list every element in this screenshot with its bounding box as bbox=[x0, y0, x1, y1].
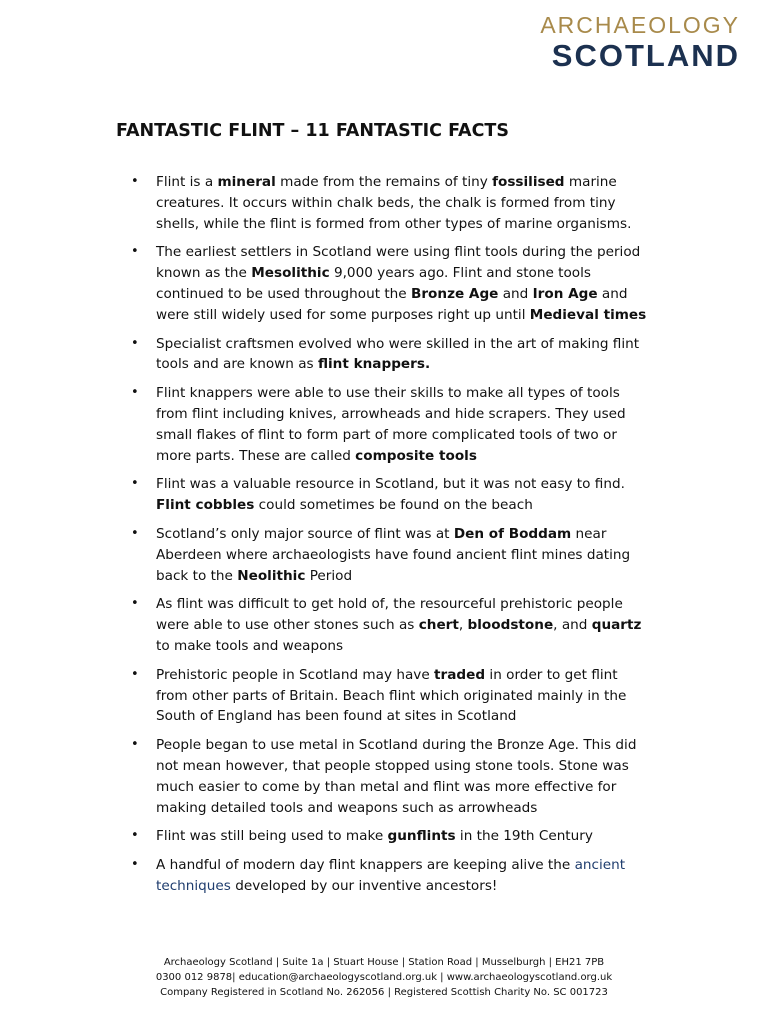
footer-registration: Company Registered in Scotland No. 262056 | Registered Scottish Charity No. SC 001723 bbox=[160, 987, 608, 998]
fact-item bbox=[131, 242, 651, 325]
fact-text: in the 19th Century bbox=[455, 828, 593, 845]
fact-text: Period bbox=[305, 567, 353, 584]
fact-text: Flint was a valuable resource in Scotland, but it was not easy to find. bbox=[156, 476, 625, 493]
fact-text: to make tools and weapons bbox=[156, 637, 344, 654]
fact-link[interactable]: ancient techniques bbox=[156, 857, 626, 894]
fact-text: and were still widely used for some purposes right up until bbox=[156, 285, 628, 323]
fact-text: Specialist craftsmen evolved who were skilled in the art of making flint tools and are known as bbox=[156, 335, 640, 373]
fact-item bbox=[131, 172, 651, 234]
bullet-icon: • bbox=[131, 596, 139, 612]
fact-item bbox=[131, 594, 651, 656]
bullet-icon: • bbox=[131, 525, 139, 541]
fact-item bbox=[131, 474, 651, 516]
fact-emphasis: fossilised bbox=[492, 174, 565, 190]
fact-emphasis: Bronze Age bbox=[410, 285, 499, 302]
fact-item bbox=[131, 524, 651, 586]
page-title: FANTASTIC FLINT – 11 FANTASTIC FACTS bbox=[116, 121, 509, 141]
fact-text: Flint is a bbox=[156, 174, 218, 190]
fact-item bbox=[131, 735, 651, 818]
fact-text: Scotland’s only major source of flint was at bbox=[156, 525, 454, 542]
footer-contact: 0300 012 9878| education@archaeologyscotland.org.uk | www.archaeologyscotland.org.uk bbox=[155, 972, 613, 983]
fact-emphasis: quartz bbox=[591, 617, 642, 634]
fact-emphasis: bloodstone bbox=[467, 617, 554, 634]
fact-text: made from the remains of tiny bbox=[275, 174, 493, 190]
fact-text: , bbox=[458, 617, 468, 634]
fact-text: The earliest settlers in Scotland were using flint tools during the period known as the bbox=[156, 244, 641, 282]
fact-text: developed by our inventive ancestors! bbox=[230, 877, 498, 894]
fact-text: 9,000 years ago. Flint and stone tools continued to be used throughout the bbox=[156, 265, 591, 302]
bullet-icon: • bbox=[131, 828, 139, 844]
fact-item bbox=[131, 826, 651, 847]
fact-emphasis: Neolithic bbox=[237, 567, 306, 584]
fact-text: As flint was difficult to get hold of, the resourceful prehistoric people were able to use other stones such as bbox=[156, 596, 623, 634]
fact-emphasis: chert bbox=[418, 617, 459, 634]
fact-text: could sometimes be found on the beach bbox=[254, 497, 533, 514]
fact-text: Flint knappers were able to use their skills to make all types of tools from flint including knives, arrowheads and hide scrapers. They used small flakes of flint to form part of more complicated tools of two or more parts. These are called bbox=[156, 385, 626, 464]
fact-text: in order to get flint from other parts of Britain. Beach flint which originated mainly in the South of England has been found at sites in Scotland bbox=[156, 666, 627, 725]
fact-text: Prehistoric people in Scotland may have bbox=[156, 666, 435, 683]
bullet-icon: • bbox=[131, 737, 139, 753]
fact-emphasis: Iron Age bbox=[532, 285, 598, 302]
fact-emphasis: Den of Boddam bbox=[453, 525, 572, 542]
fact-text: Flint was still being used to make bbox=[156, 828, 388, 845]
fact-text: and bbox=[498, 285, 533, 302]
fact-item bbox=[131, 383, 651, 466]
fact-text: , and bbox=[553, 617, 592, 634]
logo-line-archaeology: ARCHAEOLOGY bbox=[540, 12, 740, 38]
fact-item bbox=[131, 334, 651, 376]
fact-emphasis: Medieval times bbox=[529, 306, 647, 323]
bullet-icon: • bbox=[131, 666, 139, 682]
fact-text: marine creatures. It occurs within chalk beds, the chalk is formed from tiny shells, while the flint is formed from other types of marine organisms. bbox=[156, 174, 632, 232]
bullet-icon: • bbox=[131, 244, 139, 260]
fact-emphasis: gunflints bbox=[387, 828, 456, 845]
footer-address: Archaeology Scotland | Suite 1a | Stuart House | Station Road | Musselburgh | EH21 7PB bbox=[163, 957, 605, 968]
bullet-icon: • bbox=[131, 174, 139, 189]
fact-emphasis: Flint cobbles bbox=[156, 497, 255, 514]
facts-list bbox=[131, 172, 651, 897]
fact-text: People began to use metal in Scotland during the Bronze Age. This did not mean however, that people stopped using stone tools. Stone was much easier to come by than metal and flint was more effective for making detailed tools and weapons such as arrowheads bbox=[156, 737, 637, 816]
logo-line-scotland: SCOTLAND bbox=[551, 38, 740, 73]
fact-text: near Aberdeen where archaeologists have found ancient flint mines dating back to the bbox=[156, 525, 631, 584]
fact-item bbox=[131, 665, 651, 727]
bullet-icon: • bbox=[131, 335, 139, 351]
fact-emphasis: composite tools bbox=[355, 447, 477, 464]
archaeology-scotland-logo bbox=[540, 14, 740, 71]
bullet-icon: • bbox=[131, 476, 139, 492]
fact-emphasis: Mesolithic bbox=[251, 265, 330, 282]
fact-emphasis: mineral bbox=[217, 174, 276, 190]
fact-text: A handful of modern day flint knappers are keeping alive the bbox=[156, 857, 575, 874]
fact-emphasis: flint knappers. bbox=[317, 356, 431, 373]
bullet-icon: • bbox=[131, 385, 139, 401]
fact-emphasis: traded bbox=[434, 666, 486, 683]
footer bbox=[0, 955, 768, 1000]
fact-item bbox=[131, 855, 651, 897]
bullet-icon: • bbox=[131, 857, 139, 873]
